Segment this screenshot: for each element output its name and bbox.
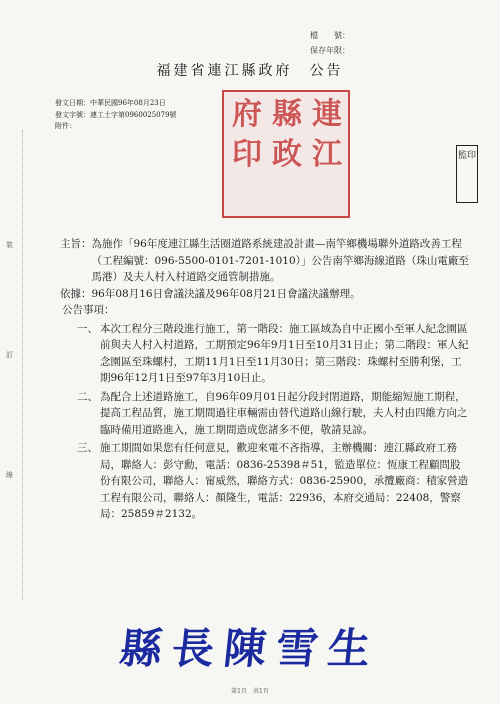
notice-items-label: 公告事項：	[62, 304, 115, 316]
subject-text: 為施作「96年度連江縣生活圈道路系統建設計畫—南竿鄉機場聯外道路改善工程（工程編號：096-5500-0101-7201-1010）」公告南竿鄉海線道路（珠山電廠至馬港）及夫人村入村道路交通管制措施。	[91, 238, 469, 283]
item-text: 為配合上述道路施工，自96年09月01日起分段封閉道路，期能縮短施工期程，提高工程品質，施工期間過往車輛需由替代道路山線行駛，夫人村由四維方向之臨時備用道路進入，施工期間造成您諸多不便，敬請見諒。	[100, 390, 468, 436]
seal-char: 政	[272, 137, 302, 172]
attachment-label: 附件：	[55, 122, 76, 130]
magistrate-signature: 縣長陳雪生	[117, 624, 383, 673]
supervisory-stamp: 監印	[456, 145, 478, 203]
binding-mark: 訂	[6, 351, 13, 359]
item-text: 本次工程分三階段進行施工，第一階段：施工區域為自中正國小至軍人紀念園區前與夫人村入村道路，工期預定96年9月1日至10月31日止；第二階段：軍人紀念園區至珠螺村，工期11月1日至11月30日；第三階段：珠螺村至勝利堡，工期96年12月1日至97年3月10日止。	[100, 322, 469, 384]
notice-item	[60, 389, 470, 439]
notice-items	[60, 321, 470, 523]
binding-mark: 裝	[6, 241, 13, 249]
seal-char: 縣	[272, 97, 302, 132]
seal-char: 連	[312, 97, 342, 132]
basis-text: 96年08月16日會議決議及96年08月21日會議決議辦理。	[91, 287, 361, 300]
item-number: 一、	[77, 322, 98, 335]
issue-date: 發文日期：中華民國96年08月23日	[55, 99, 166, 107]
item-text: 施工期間如果您有任何意見，歡迎來電不吝指導，主辦機關：連江縣政府工務局，聯絡人：彭守勳，電話：0836-25398＃51，監造單位：恆康工程顧問股份有限公司，聯絡人：甯威然，聯絡方式：0836-25900，承攬廠商：積家營造工程有限公司，聯絡人：顏隆生，電話：22936，本府交通局：22408，警察局：25859＃2132。	[100, 442, 469, 520]
basis-section	[60, 286, 470, 303]
notice-item	[60, 321, 470, 387]
notice-item	[60, 440, 470, 523]
subject-section	[60, 236, 470, 286]
document-title: 福建省連江縣政府 公告	[156, 63, 344, 79]
notice-body	[60, 236, 470, 523]
reference-number: 發文字號：連工土字第0960025079號	[55, 111, 177, 119]
page-number: 第1頁 共1頁	[231, 688, 269, 695]
official-seal	[222, 90, 350, 218]
seal-char: 印	[232, 137, 262, 172]
seal-char: 府	[232, 97, 262, 132]
basis-label: 依據：	[60, 287, 92, 300]
item-number: 二、	[77, 390, 98, 403]
binding-line	[22, 130, 23, 600]
file-number-label: 檔 號：	[310, 31, 350, 40]
subject-label: 主旨：	[60, 238, 92, 250]
retention-period-label: 保存年限：	[310, 46, 350, 55]
seal-char: 江	[312, 137, 342, 172]
binding-mark: 線	[6, 471, 13, 479]
item-number: 三、	[77, 442, 98, 454]
